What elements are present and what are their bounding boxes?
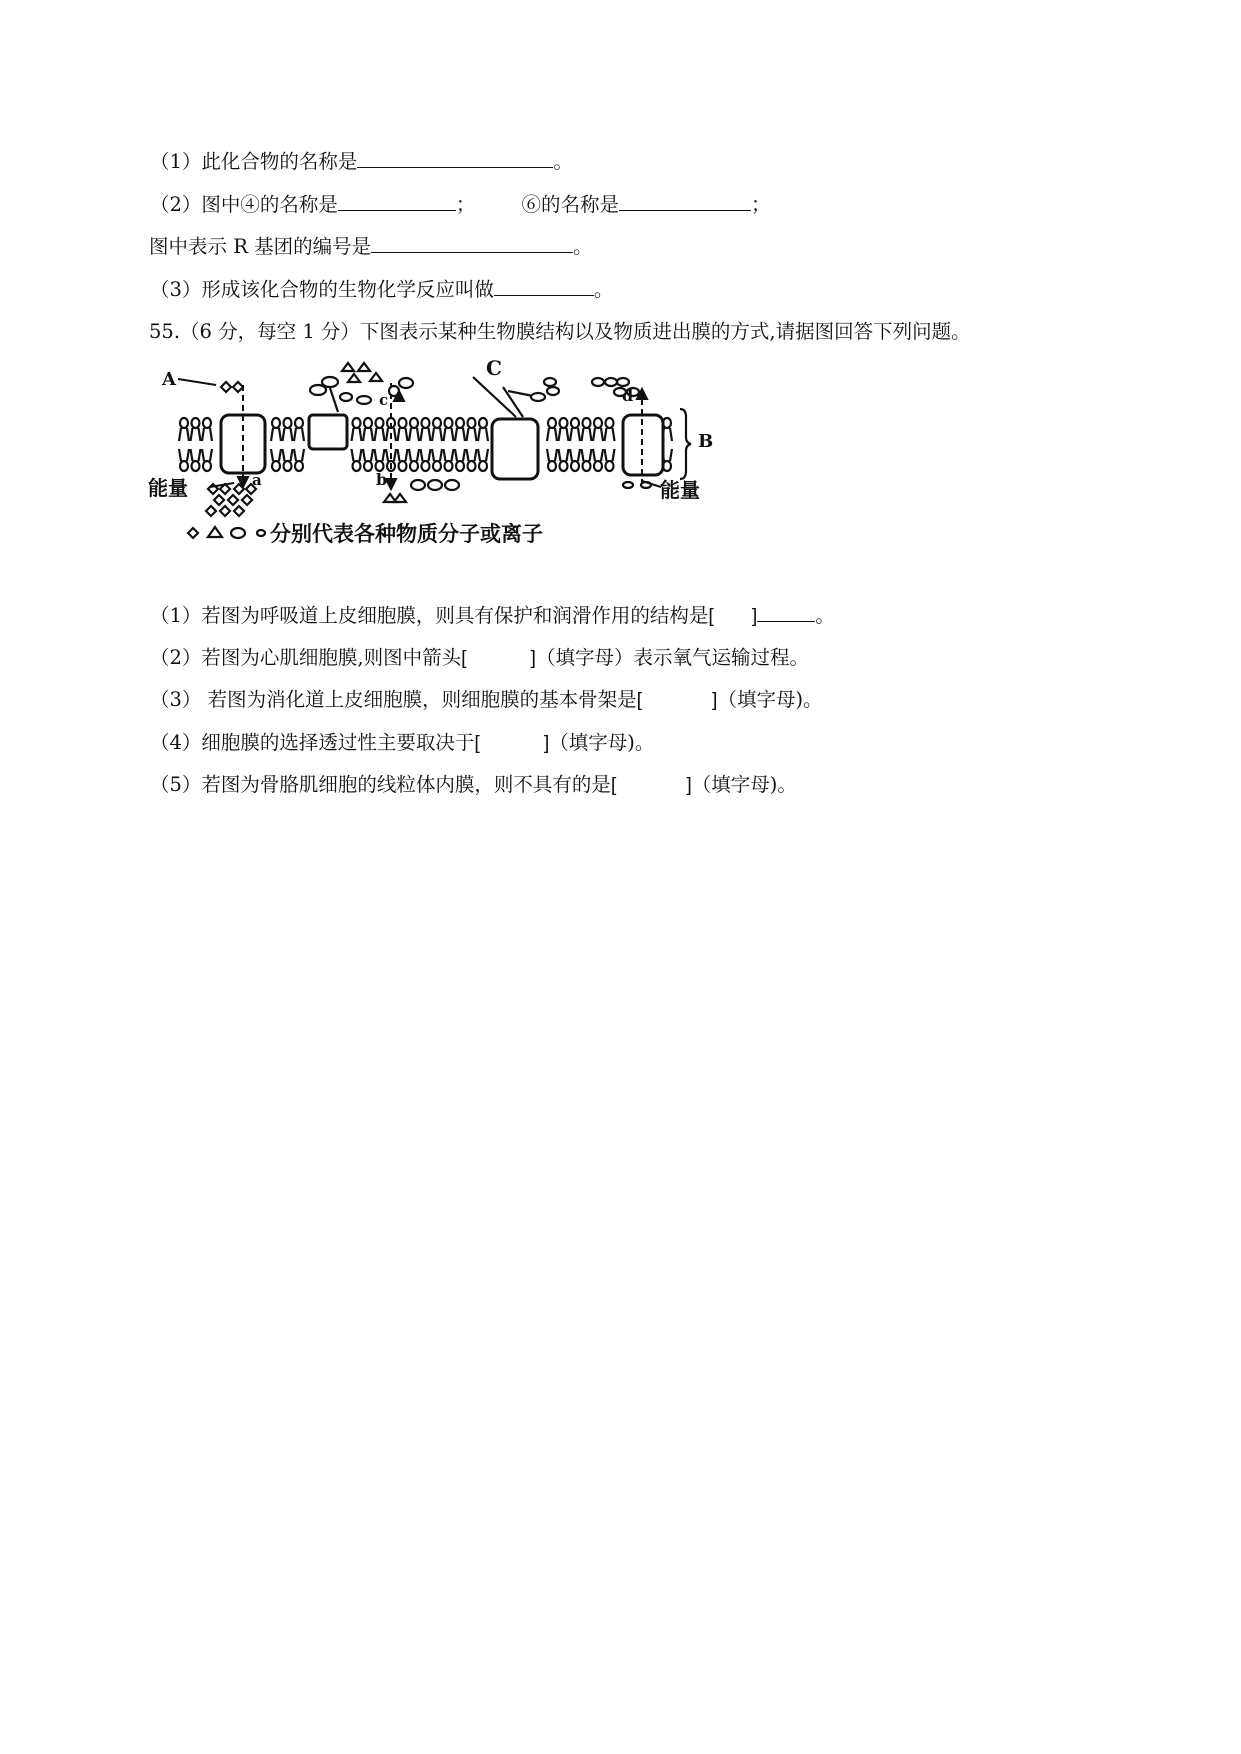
membrane-diagram bbox=[148, 357, 808, 557]
phospholipid bbox=[467, 418, 477, 471]
phospholipid bbox=[375, 418, 385, 471]
q54-part2 bbox=[150, 191, 770, 218]
label-A: A bbox=[162, 369, 176, 390]
q55-item-3 bbox=[150, 687, 823, 713]
phospholipid bbox=[179, 418, 189, 471]
q54-part2b-answer-blank[interactable] bbox=[371, 233, 573, 253]
q54-part2b-end: 。 bbox=[573, 235, 593, 258]
q54-part2b-text: 图中表示 R 基团的编号是 bbox=[149, 235, 372, 258]
phospholipid bbox=[202, 418, 212, 471]
q55-item-3-open: [ bbox=[636, 689, 643, 711]
phospholipid bbox=[547, 418, 557, 471]
q55-item-2-close: ] bbox=[530, 647, 536, 669]
phospholipid bbox=[363, 418, 373, 471]
q54-part1-end: 。 bbox=[553, 150, 573, 173]
energy-left-label: 能量 bbox=[148, 476, 188, 500]
q55-item-5 bbox=[150, 772, 797, 798]
phospholipid bbox=[605, 418, 615, 471]
q54-part2-text: （2）图中④的名称是 bbox=[150, 193, 338, 216]
q55-item-1-text: （1）若图为呼吸道上皮细胞膜，则具有保护和润滑作用的结构是 bbox=[150, 604, 709, 627]
q55-item-5-close: ] bbox=[686, 774, 692, 796]
q54-part3-end: 。 bbox=[593, 278, 614, 301]
q55-item-4-open: [ bbox=[474, 732, 480, 754]
q55-item-1 bbox=[150, 602, 835, 629]
phospholipid bbox=[559, 418, 569, 471]
phospholipid bbox=[421, 418, 431, 471]
phospholipid bbox=[283, 418, 293, 471]
energy-right-label: 能量 bbox=[660, 478, 700, 502]
q54-part2-answer-blank-1[interactable] bbox=[338, 191, 456, 211]
phospholipid bbox=[191, 418, 201, 471]
phospholipid bbox=[294, 418, 304, 471]
q55-header: 55.（6 分，每空 1 分）下图表示某种生物膜结构以及物质进出膜的方式,请据图回答下列问题。 bbox=[149, 320, 971, 343]
label-C: C bbox=[486, 357, 502, 380]
q54-part3-answer-blank[interactable] bbox=[494, 276, 594, 296]
molecules bbox=[206, 363, 651, 516]
label-a: a bbox=[252, 471, 262, 489]
q55-item-3-close: ] bbox=[712, 689, 718, 711]
q54-part2-sep: ； bbox=[455, 193, 476, 216]
label-d: d bbox=[622, 386, 634, 405]
q55-item-1-close: ] bbox=[751, 605, 758, 627]
phospholipid bbox=[444, 418, 454, 471]
protein-A bbox=[221, 415, 265, 473]
q55-item-2-text: （2）若图为心肌细胞膜,则图中箭头 bbox=[150, 646, 462, 669]
q54-part2-end: ； bbox=[750, 193, 771, 216]
q55-item-1-answer-blank[interactable] bbox=[757, 602, 815, 622]
q54-part3-text: （3）形成该化合物的生物化学反应叫做 bbox=[150, 278, 494, 301]
q55-item-4-close: ] bbox=[543, 732, 550, 754]
legend-symbols bbox=[188, 527, 265, 538]
q54-part1 bbox=[150, 148, 573, 175]
q55-item-3-end: （填字母)。 bbox=[717, 688, 823, 711]
q54-part1-text: （1）此化合物的名称是 bbox=[150, 150, 358, 173]
label-B: B bbox=[698, 431, 714, 452]
phospholipid bbox=[478, 418, 488, 471]
q54-part2b bbox=[149, 233, 593, 260]
q55-item-1-end: 。 bbox=[815, 604, 835, 627]
phospholipid bbox=[432, 418, 442, 471]
q55-item-2 bbox=[150, 645, 809, 671]
q54-part1-answer-blank[interactable] bbox=[357, 148, 553, 168]
q55-item-2-open: [ bbox=[461, 647, 467, 669]
label-b: b bbox=[376, 470, 388, 489]
q55-item-2-end: （填字母）表示氧气运输过程。 bbox=[535, 646, 809, 669]
arrow-b bbox=[386, 479, 396, 489]
membrane-figure bbox=[148, 357, 808, 557]
protein-2 bbox=[309, 415, 347, 449]
phospholipid bbox=[582, 418, 592, 471]
q54-part3 bbox=[150, 276, 613, 303]
label-c: c bbox=[379, 391, 389, 409]
q55-item-5-open: [ bbox=[610, 774, 617, 796]
q55-item-5-end: （填字母)。 bbox=[691, 773, 797, 796]
phospholipid bbox=[398, 418, 408, 471]
q55-item-3-text: （3） 若图为消化道上皮细胞膜，则细胞膜的基本骨架是 bbox=[150, 688, 637, 711]
q55-item-4-end: （填字母)。 bbox=[549, 731, 655, 754]
legend-text: 分别代表各种物质分子或离子 bbox=[270, 522, 543, 546]
q55-item-4 bbox=[150, 730, 654, 756]
phospholipid bbox=[570, 418, 580, 471]
q55-item-5-text: （5）若图为骨胳肌细胞的线粒体内膜，则不具有的是 bbox=[150, 773, 611, 796]
q54-part2-answer-blank-2[interactable] bbox=[619, 191, 751, 211]
q55-item-4-text: （4）细胞膜的选择透过性主要取决于 bbox=[150, 731, 475, 754]
label-A-pointer bbox=[178, 379, 216, 385]
protein-C bbox=[492, 419, 538, 479]
phospholipid bbox=[271, 418, 281, 471]
phospholipid bbox=[593, 418, 603, 471]
q55-item-1-open: [ bbox=[708, 605, 714, 627]
q54-part2-mid-text: ⑥的名称是 bbox=[521, 193, 619, 216]
phospholipid bbox=[409, 418, 419, 471]
bracket-B bbox=[680, 409, 691, 479]
phospholipid bbox=[352, 418, 362, 471]
phospholipid bbox=[455, 418, 465, 471]
